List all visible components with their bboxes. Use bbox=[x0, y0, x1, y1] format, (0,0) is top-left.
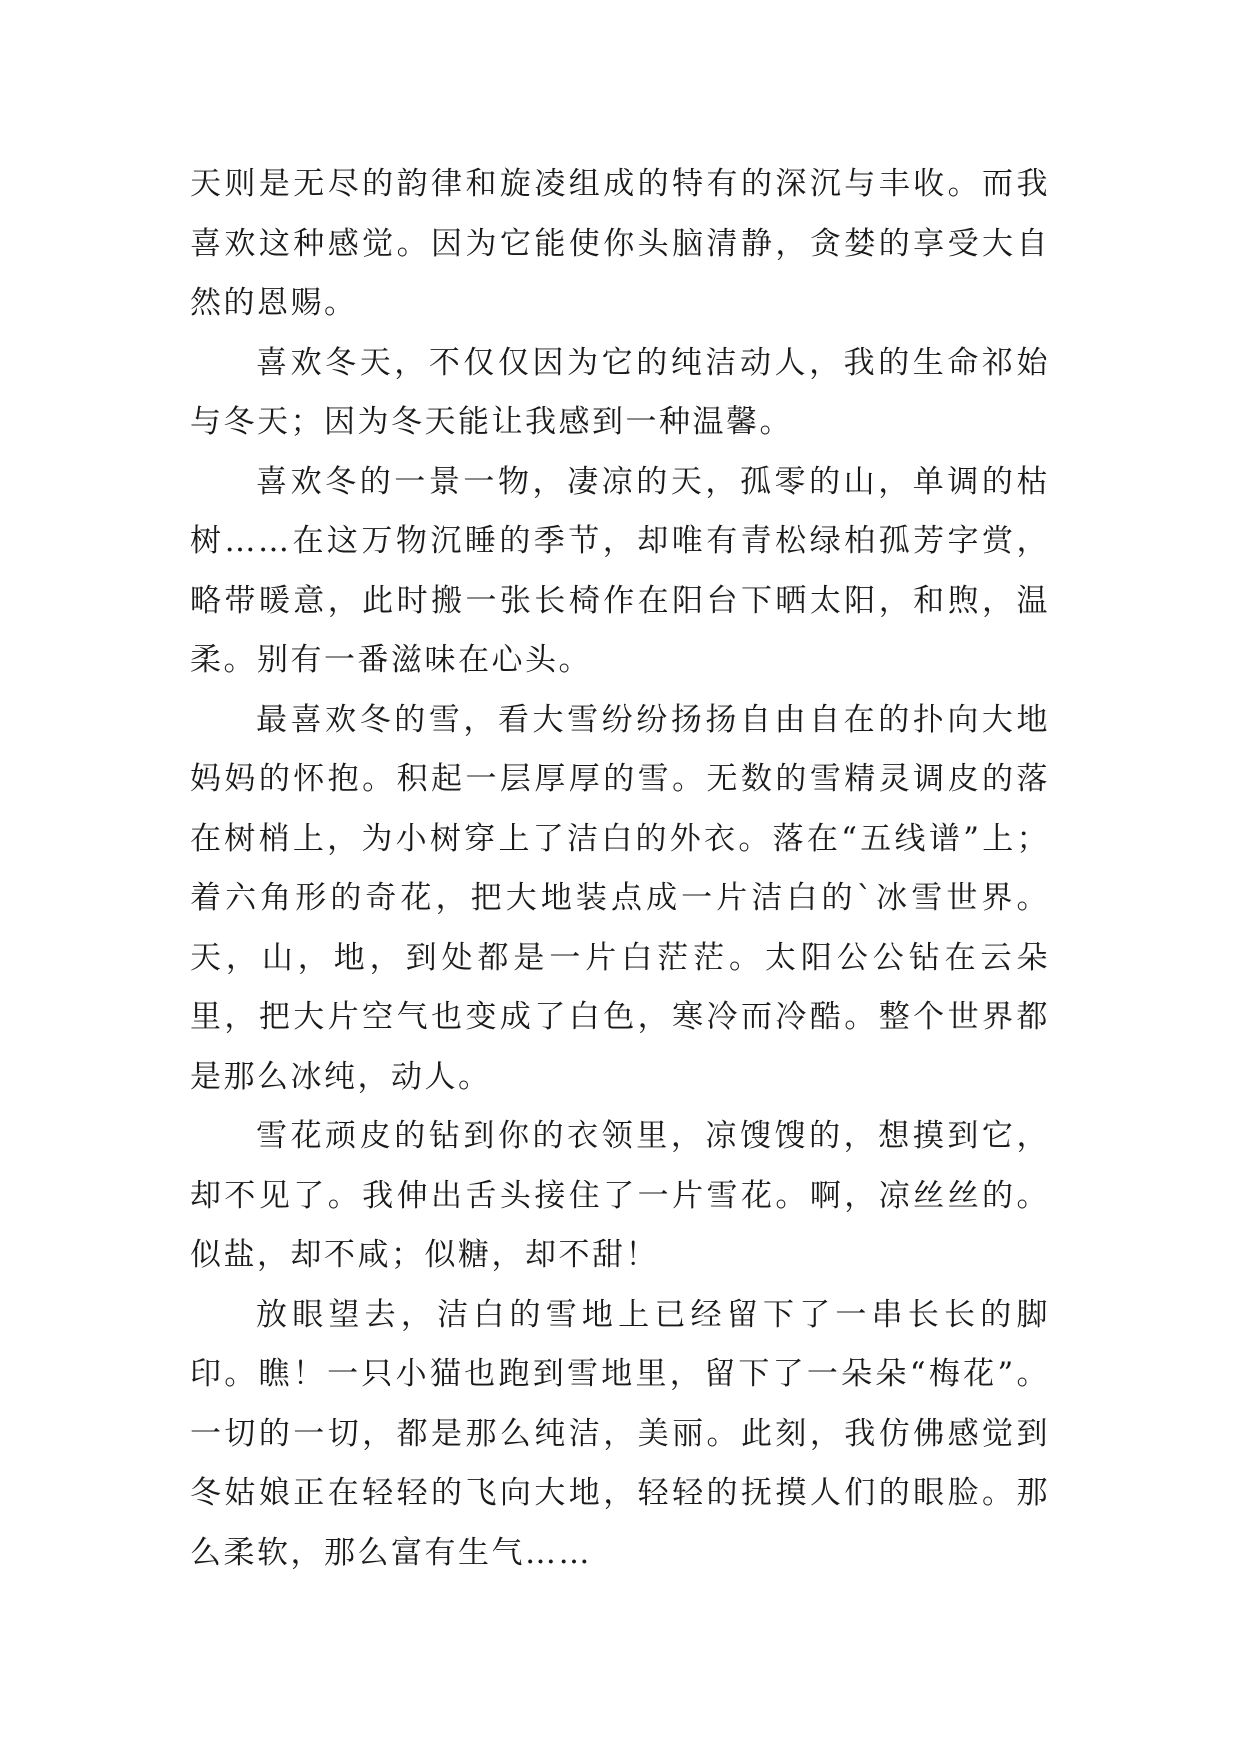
paragraph-5: 雪花顽皮的钻到你的衣领里，凉馊馊的，想摸到它，却不见了。我伸出舌头接住了一片雪花。啊，凉丝丝的。似盐，却不咸；似糖，却不甜！ bbox=[190, 1118, 1050, 1273]
paragraph-1: 天则是无尽的韵律和旋凌组成的特有的深沉与丰收。而我喜欢这种感觉。因为它能使你头脑清静，贪婪的享受大自然的恩赐。 bbox=[190, 166, 1050, 321]
paragraph-4: 最喜欢冬的雪，看大雪纷纷扬扬自由自在的扑向大地妈妈的怀抱。积起一层厚厚的雪。无数的雪精灵调皮的落在树梢上，为小树穿上了洁白的外衣。落在“五线谱”上；着六角形的奇花，把大地装点成一片洁白的`冰雪世界。天，山，地，到处都是一片白茫茫。太阳公公钻在云朵里，把大片空气也变成了白色，寒冷而冷酷。整个世界都是那么冰纯，动人。 bbox=[190, 701, 1050, 1095]
paragraph-3: 喜欢冬的一景一物，凄凉的天，孤零的山，单调的枯树……在这万物沉睡的季节，却唯有青松绿柏孤芳字赏，略带暖意，此时搬一张长椅作在阳台下晒太阳，和煦，温柔。别有一番滋味在心头。 bbox=[190, 463, 1050, 678]
paragraph-2: 喜欢冬天，不仅仅因为它的纯洁动人，我的生命祁始与冬天；因为冬天能让我感到一种温馨。 bbox=[190, 344, 1050, 440]
paragraph-6: 放眼望去，洁白的雪地上已经留下了一串长长的脚印。瞧！一只小猫也跑到雪地里，留下了一朵朵“梅花”。一切的一切，都是那么纯洁，美丽。此刻，我仿佛感觉到冬姑娘正在轻轻的飞向大地，轻轻的抚摸人们的眼脸。那么柔软，那么富有生气…… bbox=[190, 1296, 1050, 1571]
article-body bbox=[190, 155, 1050, 1583]
